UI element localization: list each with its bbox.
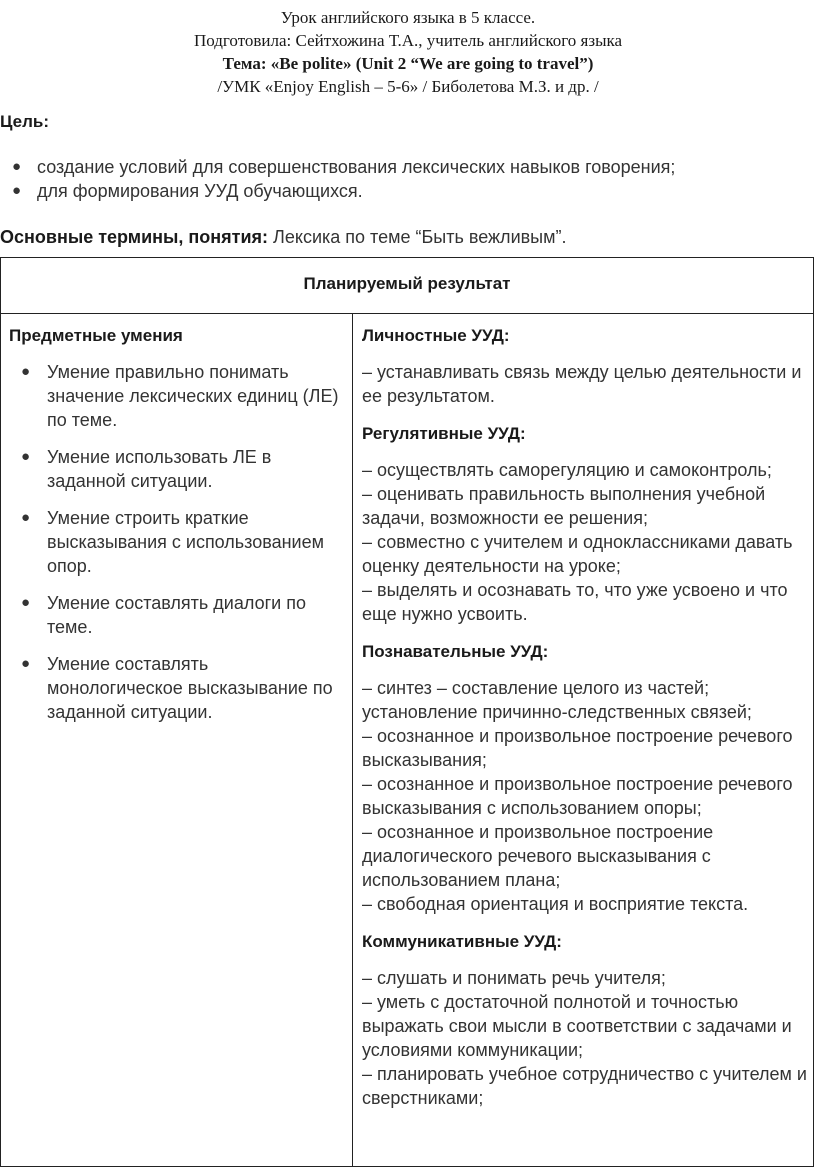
list-item [9,652,344,724]
bullet-icon: ● [12,158,22,175]
regulatory-uud-title: Регулятивные УУД: [362,424,526,443]
cognitive-uud-line: – свободная ориентация и восприятие текста. [362,894,749,914]
goal-item [0,155,675,179]
terms-label: Основные термины, понятия: [0,227,269,247]
regulatory-uud-section [362,422,810,626]
personal-uud-title: Личностные УУД: [362,326,510,345]
list-item-text: Умение использовать ЛЕ в заданной ситуации. [47,447,272,491]
cognitive-uud-line: – синтез – составление целого из частей; установление причинно-следственных связей; [362,678,752,722]
cognitive-uud-line: – осознанное и произвольное построение речевого высказывания; [362,726,793,770]
bullet-icon: ● [21,655,31,672]
goal-item [0,179,675,203]
communicative-uud-title: Коммуникативные УУД: [362,932,562,951]
terms-text: Лексика по теме “Быть вежливым”. [273,227,567,247]
list-item-text: Умение составлять диалоги по теме. [47,593,306,637]
cognitive-uud-line: – осознанное и произвольное построение диалогического речевого высказывания с использованием плана; [362,822,714,890]
list-item [9,506,344,578]
goal-item-text: для формирования УУД обучающихся. [37,181,363,201]
uud-column [362,324,810,1124]
personal-uud-section [362,324,810,408]
cognitive-uud-title: Познавательные УУД: [362,642,549,661]
header-line-2: Подготовила: Сейтхожина Т.А., учитель английского языка [193,31,623,50]
communicative-uud-line: – планировать учебное сотрудничество с учителем и сверстниками; [362,1064,807,1108]
bullet-icon: ● [21,448,31,465]
results-table [0,257,814,1167]
goal-item-text: создание условий для совершенствования лексических навыков говорения; [37,157,676,177]
bullet-icon: ● [21,509,31,526]
subject-skills-title: Предметные умения [9,326,183,345]
regulatory-uud-line: – совместно с учителем и одноклассниками давать оценку деятельности на уроке; [362,532,793,576]
list-item [9,360,344,432]
list-item-text: Умение составлять монологическое высказывание по заданной ситуации. [47,654,333,722]
regulatory-uud-line: – выделять и осознавать то, что уже усвоено и что еще нужно усвоить. [362,580,788,624]
cognitive-uud-line: – осознанное и произвольное построение речевого высказывания с использованием опоры; [362,774,793,818]
header-line-1: Урок английского языка в 5 классе. [280,8,536,27]
regulatory-uud-line: – оценивать правильность выполнения учебной задачи, возможности ее решения; [362,484,766,528]
document-header [0,6,816,98]
subject-skills-column [9,324,344,737]
communicative-uud-section [362,930,810,1110]
bullet-icon: ● [21,594,31,611]
cognitive-uud-section [362,640,810,916]
communicative-uud-line: – уметь с достаточной полнотой и точностью выражать свои мысли в соответствии с задачами и условиями коммуникации; [362,992,792,1060]
goal-list [0,155,675,203]
communicative-uud-line: – слушать и понимать речь учителя; [362,968,666,988]
terms-line [0,227,567,248]
bullet-icon: ● [12,182,22,199]
list-item-text: Умение правильно понимать значение лексических единиц (ЛЕ) по теме. [47,362,339,430]
table-header: Планируемый результат [1,258,813,314]
header-topic: Тема: «Be polite» (Unit 2 “We are going to travel”) [222,54,594,73]
goal-label: Цель: [0,112,49,131]
header-textbook: /УМК «Enjoy English – 5-6» / Биболетова М.З. и др. / [217,77,599,96]
list-item [9,591,344,639]
column-divider [352,313,353,1166]
bullet-icon: ● [21,363,31,380]
list-item [9,445,344,493]
regulatory-uud-line: – осуществлять саморегуляцию и самоконтроль; [362,460,772,480]
subject-skills-list [9,360,344,724]
list-item-text: Умение строить краткие высказывания с использованием опор. [47,508,324,576]
personal-uud-line: – устанавливать связь между целью деятельности и ее результатом. [362,362,802,406]
